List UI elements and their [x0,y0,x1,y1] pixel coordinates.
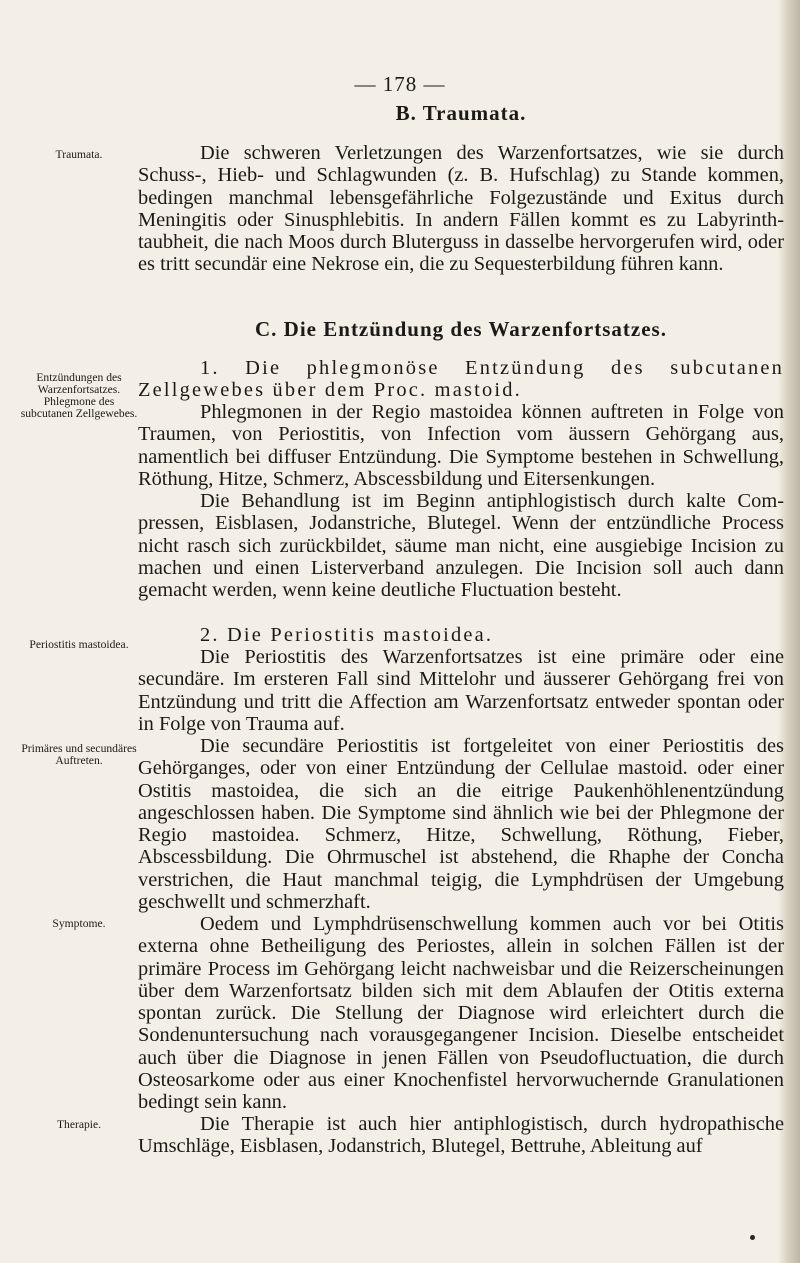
page-number: — 178 — [354,72,446,96]
margin-note-periostitis: Periostitis mastoidea. [29,638,129,651]
margin-note-traumata: Traumata. [55,148,103,161]
paragraph-secundaere: Die secundäre Periostitis ist fortgeleitet von einer Periostitis des Gehörganges, oder von einer Entzündung der Cellulae mastoid. oder einer Ostitis mastoidea, die sich an die eitrige Paukenhöhlenentzündung angeschlossen haben. Die Symptome sind ähnlich wie bei der Phlegmone der Regio mastoidea. Schmerz, Hitze, Schwellung, Röthung, Fieber, Abscessbildung. Die Ohrmuschel ist abstehend, die Rhaphe der Concha verstrichen, die Haut manchmal teigig, die Lymphdrüsen der Umgebung geschwellt und schmerzhaft. [138,735,784,914]
section-b-paragraph: Die schweren Verletzungen des Warzenfortsatzes, wie sie durch Schuss-, Hieb- und Schlagwunden (z. B. Hufschlag) zu Stande kommen, bedingen manchmal lebensgefährliche Folgezustände und Exitus durch Meningitis oder Sinusphlebitis. In andern Fällen kommt es zu Labyrinthtaubheit, die nach Moos durch Bluterguss in dasselbe hervorgerufen wird, oder es tritt secundär eine Nekrose ein, die zu Sequesterbildung führen kann. [138,142,784,276]
paragraph-phlegmonen: Phlegmonen in der Regio mastoidea können auftreten in Folge von Traumen, von Periostitis, von Infection vom äussern Gehörgang aus, namentlich bei diffuser Entzündung. Die Symptome bestehen in Schwellung, Röthung, Hitze, Schmerz, Abscessbildung und Eitersenkungen. [138,401,784,490]
paragraph-therapie: Die Therapie ist auch hier antiphlogistisch, durch hydropathische Umschläge, Eisblasen, Jodanstrich, Blutegel, Bettruhe, Ableitung auf [138,1113,784,1158]
margin-note-therapie: Therapie. [56,1118,102,1131]
paragraph-periostitis: Die Periostitis des Warzenfortsatzes ist eine primäre oder eine secundäre. Im ersteren Fall sind Mittelohr und äusserer Gehörgang frei von Entzündung und tritt die Affection am Warzenfortsatz entweder spontan oder in Folge von Trauma auf. [138,646,784,735]
margin-note-primaeres: Primäres und secundäres Auftreten. [21,742,137,767]
margin-note-entzuendungen: Entzündungen des Warzenfortsatzes. Phlegmone des subcutanen Zellgewebes. [20,371,138,420]
section-b-heading: B. Traumata. [395,101,527,125]
subheading-phlegmone: 1. Die phlegmonöse Entzündung des subcutanen Zellgewebes über dem Proc. mastoid. [138,357,784,402]
paragraph-oedem: Oedem und Lymphdrüsenschwellung kommen auch vor bei Otitis externa ohne Betheiligung des Periostes, allein in solchen Fällen ist der primäre Process im Gehörgang leicht nachweisbar und die Reizerscheinungen über dem Warzenfortsatz bilden sich mit dem Ablaufen der Otitis externa spontan zurück. Die Stellung der Diagnose wird erleichtert durch die Sondenuntersuchung nach vorausgegangener Incision. Dieselbe entscheidet auch über die Diagnose in jenen Fällen von Pseudofluctuation, die durch Osteosarkome oder aus einer Knochenfistel hervorwuchernde Granulationen bedingt sein kann. [138,913,784,1114]
paragraph-behandlung: Die Behandlung ist im Beginn antiphlogistisch durch kalte Compressen, Eisblasen, Jodanstriche, Blutegel. Wenn der entzündliche Process nicht rasch sich zurückbildet, säume man nicht, eine ausgiebige Incision zu machen und einen Listerverband anzulegen. Die Incision soll auch dann gemacht werden, wenn keine deutliche Fluctuation besteht. [138,490,784,602]
ink-dot [750,1235,755,1240]
section-c-heading: C. Die Entzündung des Warzenfortsatzes. [255,317,667,341]
subheading-periostitis: 2. Die Periostitis mastoidea. [200,624,494,646]
margin-note-symptome: Symptome. [52,917,106,930]
